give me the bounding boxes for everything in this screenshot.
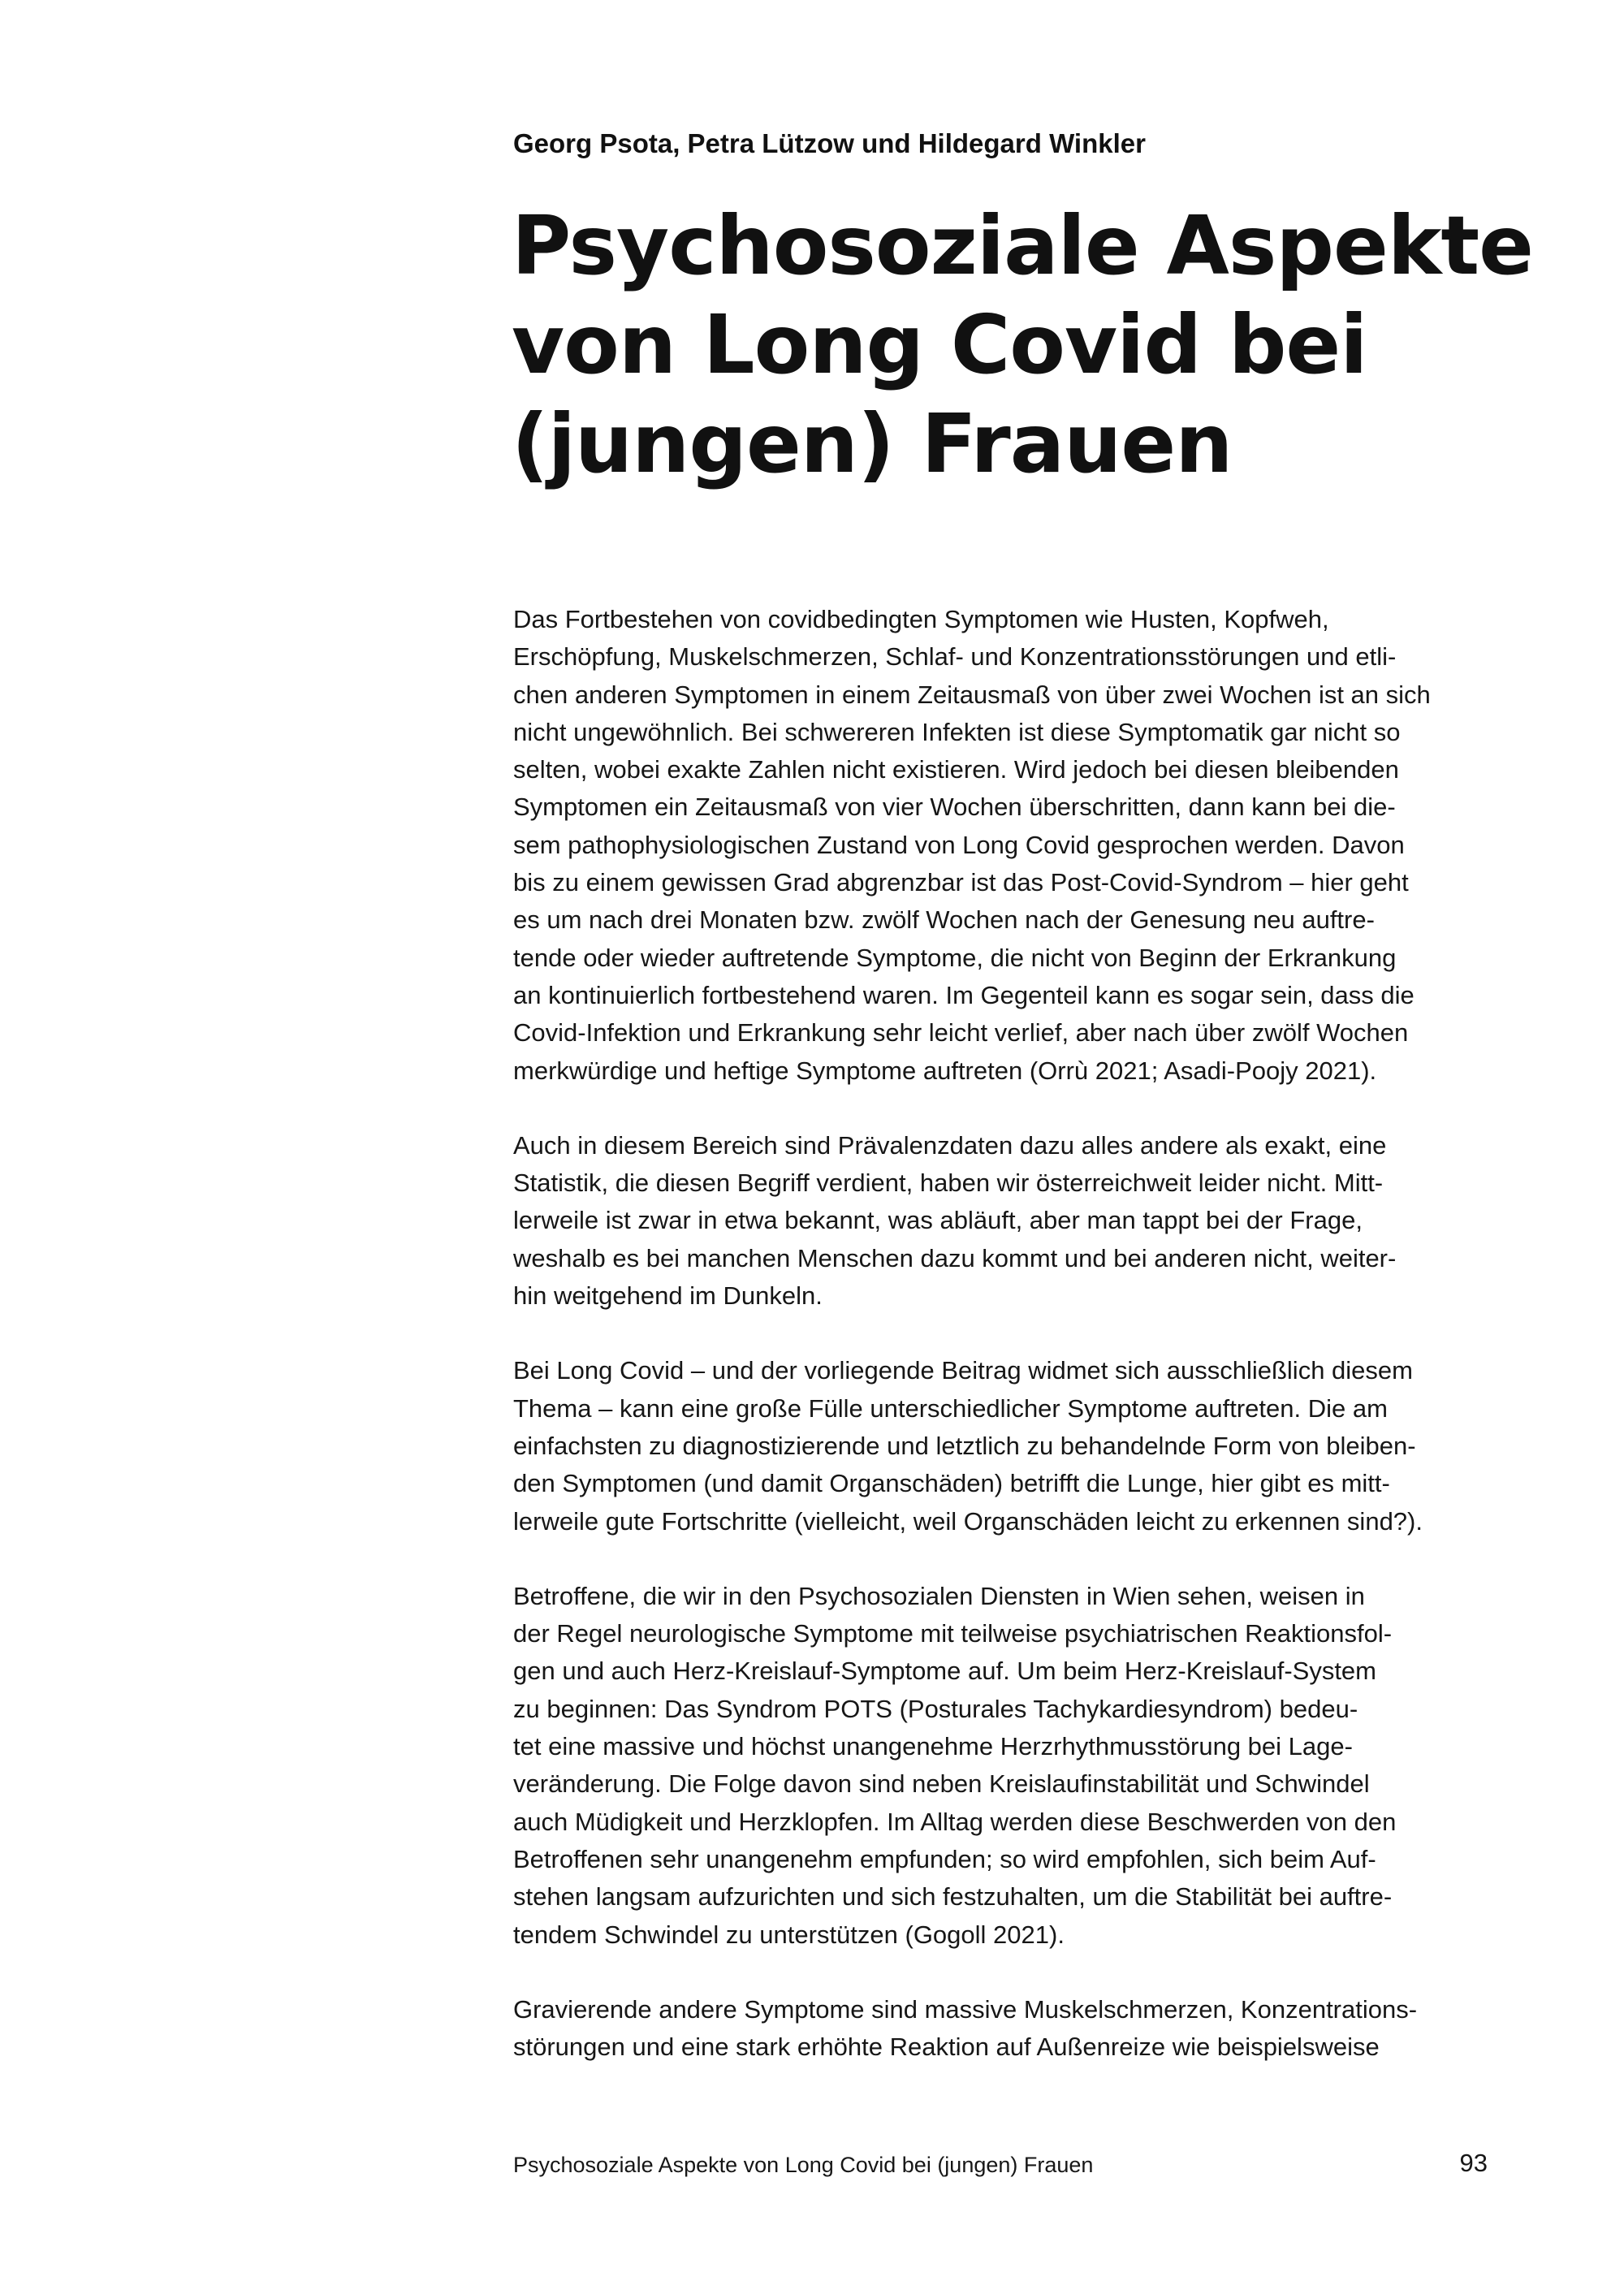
paragraph-line: lerweile gute Fortschritte (vielleicht, weil Organschäden leicht zu erkennen sind?). <box>513 1506 1423 1536</box>
paragraph-line: weshalb es bei manchen Menschen dazu kommt und bei anderen nicht, weiter- <box>513 1243 1397 1272</box>
body-paragraph <box>513 1578 1528 1954</box>
paragraph-line: Statistik, die diesen Begriff verdient, haben wir österreichweit leider nicht. Mitt- <box>513 1169 1384 1198</box>
body-paragraph <box>513 1352 1528 1540</box>
paragraph-line: bis zu einem gewissen Grad abgrenzbar ist das Post-Covid-Syndrom – hier geht <box>513 868 1409 897</box>
paragraph-line: es um nach drei Monaten bzw. zwölf Wochen nach der Genesung neu auftre- <box>513 905 1375 935</box>
paragraph-line: den Symptomen (und damit Organschäden) betrifft die Lunge, hier gibt es mitt- <box>513 1469 1390 1498</box>
paragraph-line: merkwürdige und heftige Symptome auftreten (Orrù 2021; Asadi-Poojy 2021). <box>513 1056 1377 1085</box>
paragraph-line: tet eine massive und höchst unangenehme Herzrhythmusstörung bei Lage- <box>513 1732 1353 1761</box>
paragraph-line: tendem Schwindel zu unterstützen (Gogoll 2021). <box>513 1920 1065 1949</box>
body-paragraph <box>513 1991 1528 2067</box>
paragraph-line: Symptomen ein Zeitausmaß von vier Wochen überschritten, dann kann bei die- <box>513 793 1396 822</box>
body-paragraph <box>513 1127 1528 1315</box>
paragraph-line: chen anderen Symptomen in einem Zeitausmaß von über zwei Wochen ist an sich <box>513 680 1431 709</box>
paragraph-line: störungen und eine stark erhöhte Reaktion auf Außenreize wie beispielsweise <box>513 2033 1380 2062</box>
title-line: (jungen) Frauen <box>512 396 1233 491</box>
paragraph-line: hin weitgehend im Dunkeln. <box>513 1281 823 1311</box>
article-title <box>512 197 1567 494</box>
body-paragraph <box>513 601 1528 1090</box>
paragraph-line: der Regel neurologische Symptome mit teilweise psychiatrischen Reaktionsfol- <box>513 1619 1393 1648</box>
paragraph-line: nicht ungewöhnlich. Bei schwereren Infekten ist diese Symptomatik gar nicht so <box>513 717 1401 746</box>
article-authors: Georg Psota, Petra Lützow und Hildegard Winkler <box>513 128 1146 158</box>
paragraph-line: Das Fortbestehen von covidbedingten Symptomen wie Husten, Kopfweh, <box>513 605 1329 633</box>
paragraph-line: tende oder wieder auftretende Symptome, die nicht von Beginn der Erkrankung <box>513 943 1397 972</box>
page-number: 93 <box>1459 2149 1488 2177</box>
paragraph-line: lerweile ist zwar in etwa bekannt, was abläuft, aber man tappt bei der Frage, <box>513 1206 1363 1235</box>
title-line: Psychosoziale Aspekte <box>512 198 1533 293</box>
paragraph-line: Bei Long Covid – und der vorliegende Beitrag widmet sich ausschließlich diesem <box>513 1356 1413 1385</box>
paragraph-line: zu beginnen: Das Syndrom POTS (Posturales Tachykardiesyndrom) bedeu- <box>513 1694 1358 1723</box>
paragraph-line: Erschöpfung, Muskelschmerzen, Schlaf- und Konzentrationsstörungen und etli- <box>513 642 1397 672</box>
paragraph-line: einfachsten zu diagnostizierende und letztlich zu behandelnde Form von bleiben- <box>513 1431 1416 1460</box>
title-line: von Long Covid bei <box>512 297 1367 392</box>
article-body <box>513 601 1528 2103</box>
paragraph-line: stehen langsam aufzurichten und sich festzuhalten, um die Stabilität bei auftre- <box>513 1882 1393 1912</box>
running-footer-title: Psychosoziale Aspekte von Long Covid bei (jungen) Frauen <box>513 2153 1094 2177</box>
paragraph-line: Covid-Infektion und Erkrankung sehr leicht verlief, aber nach über zwölf Wochen <box>513 1018 1409 1048</box>
paragraph-line: gen und auch Herz-Kreislauf-Symptome auf. Um beim Herz-Kreislauf-System <box>513 1657 1376 1686</box>
paragraph-line: veränderung. Die Folge davon sind neben Kreislaufinstabilität und Schwindel <box>513 1769 1370 1799</box>
paragraph-line: Gravierende andere Symptome sind massive Muskelschmerzen, Konzentrations- <box>513 1994 1418 2024</box>
paragraph-line: Betroffenen sehr unangenehm empfunden; so wird empfohlen, sich beim Auf- <box>513 1844 1376 1873</box>
paragraph-line: Betroffene, die wir in den Psychosozialen Diensten in Wien sehen, weisen in <box>513 1581 1365 1610</box>
paragraph-line: auch Müdigkeit und Herzklopfen. Im Alltag werden diese Beschwerden von den <box>513 1807 1397 1836</box>
paragraph-line: selten, wobei exakte Zahlen nicht existieren. Wird jedoch bei diesen bleibenden <box>513 755 1399 784</box>
paragraph-line: sem pathophysiologischen Zustand von Long Covid gesprochen werden. Davon <box>513 830 1405 859</box>
paragraph-line: Auch in diesem Bereich sind Prävalenzdaten dazu alles andere als exakt, eine <box>513 1130 1387 1160</box>
paragraph-line: an kontinuierlich fortbestehend waren. Im Gegenteil kann es sogar sein, dass die <box>513 980 1415 1009</box>
paragraph-line: Thema – kann eine große Fülle unterschiedlicher Symptome auftreten. Die am <box>513 1393 1388 1423</box>
